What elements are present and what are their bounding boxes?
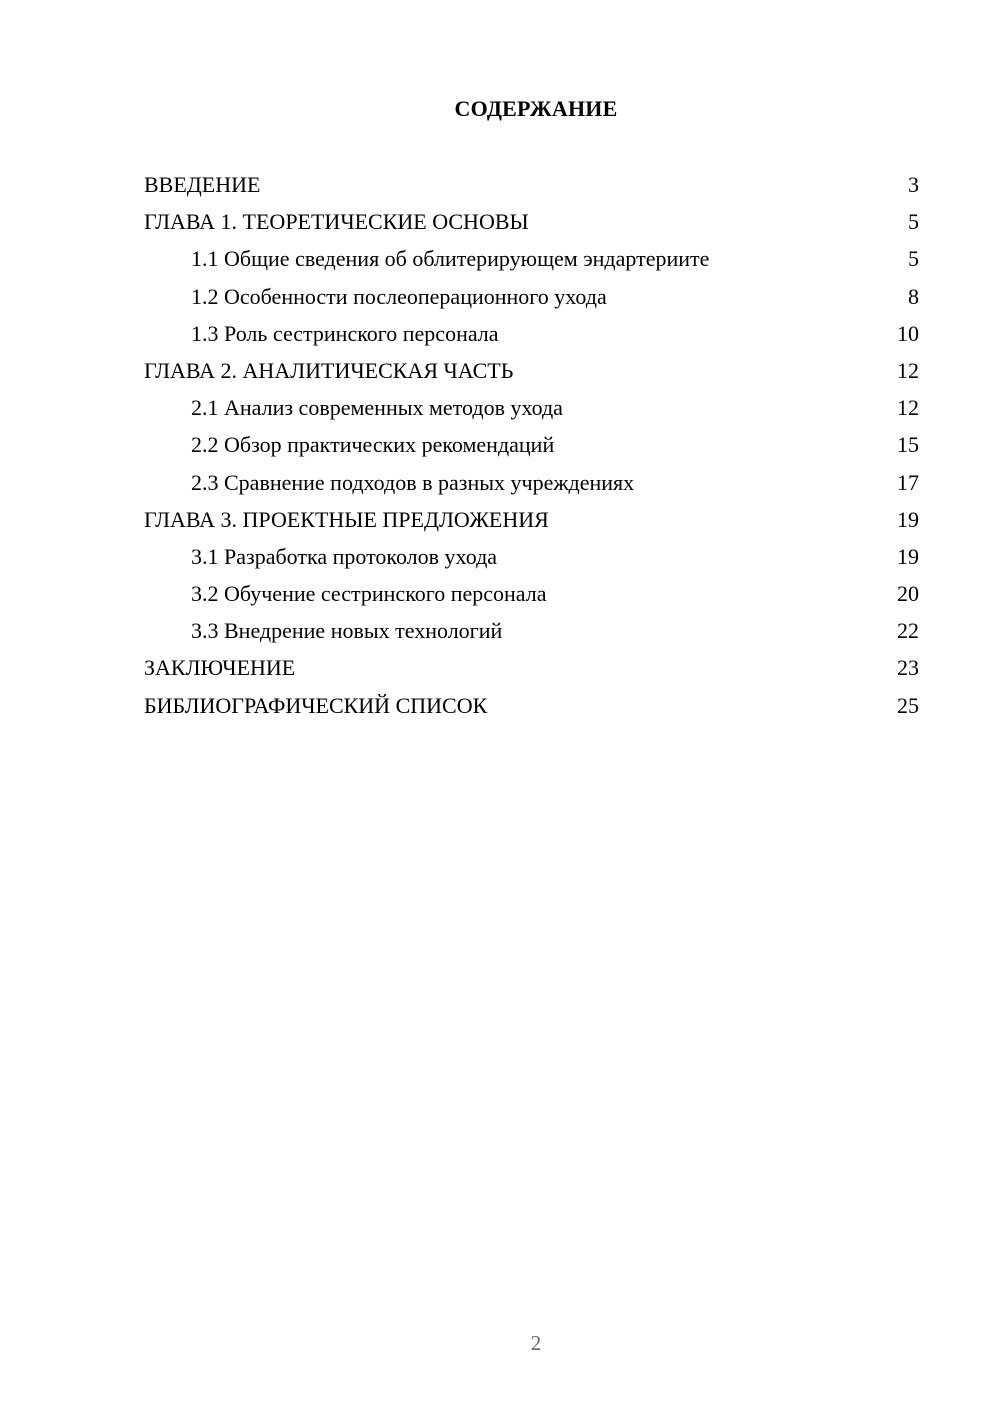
toc-entry-page: 5	[908, 209, 919, 235]
toc-entry-section-2-2[interactable]	[144, 426, 919, 463]
toc-entry-label: ГЛАВА 3. ПРОЕКТНЫЕ ПРЕДЛОЖЕНИЯ	[144, 506, 549, 532]
toc-entry-label: 3.2 Обучение сестринского персонала	[191, 581, 547, 607]
toc-entry-label: 1.3 Роль сестринского персонала	[191, 320, 499, 346]
toc-entry-section-3-1[interactable]	[144, 538, 919, 575]
toc-entry-page: 17	[897, 469, 919, 495]
toc-entry-section-1-2[interactable]	[144, 278, 919, 315]
toc-entry-page: 25	[897, 692, 919, 718]
toc-entry-page: 5	[908, 246, 919, 272]
toc-entry-bibliography[interactable]	[144, 687, 919, 724]
toc-entry-label: 2.1 Анализ современных методов ухода	[191, 395, 563, 421]
toc-entry-section-1-3[interactable]	[144, 315, 919, 352]
toc-entry-page: 15	[897, 432, 919, 458]
toc-entry-page: 3	[908, 172, 919, 197]
toc-entry-label: 1.2 Особенности послеоперационного ухода	[191, 283, 607, 309]
toc-entry-section-2-1[interactable]	[144, 389, 919, 426]
toc-entry-label: БИБЛИОГРАФИЧЕСКИЙ СПИСОК	[144, 692, 488, 718]
toc-entry-chapter-1[interactable]	[144, 203, 919, 240]
toc-entry-page: 12	[897, 395, 919, 421]
toc-entry-label: ГЛАВА 2. АНАЛИТИЧЕСКАЯ ЧАСТЬ	[144, 357, 514, 383]
toc-entry-page: 23	[897, 655, 919, 681]
toc-entry-section-2-3[interactable]	[144, 464, 919, 501]
toc-entry-page: 20	[897, 581, 919, 607]
toc-entry-page: 8	[908, 283, 919, 309]
toc-entry-label: ЗАКЛЮЧЕНИЕ	[144, 655, 296, 681]
toc-entry-label: 2.2 Обзор практических рекомендаций	[191, 432, 555, 458]
toc-entry-label: 3.3 Внедрение новых технологий	[191, 618, 503, 644]
toc-entry-conclusion[interactable]	[144, 649, 919, 686]
toc-entry-label: 1.1 Общие сведения об облитерирующем эндартериите	[191, 246, 710, 272]
toc-entry-page: 22	[897, 618, 919, 644]
toc-title: СОДЕРЖАНИЕ	[454, 96, 618, 121]
toc-entry-chapter-2[interactable]	[144, 352, 919, 389]
table-of-contents	[144, 166, 919, 724]
toc-entry-section-3-3[interactable]	[144, 612, 919, 649]
toc-entry-label: ВВЕДЕНИЕ	[144, 172, 261, 197]
toc-entry-chapter-3[interactable]	[144, 501, 919, 538]
page-number: 2	[530, 1331, 542, 1355]
toc-entry-page: 19	[897, 506, 919, 532]
toc-entry-label: ГЛАВА 1. ТЕОРЕТИЧЕСКИЕ ОСНОВЫ	[144, 209, 529, 235]
toc-entry-label: 3.1 Разработка протоколов ухода	[191, 543, 498, 569]
toc-entry-introduction[interactable]	[144, 166, 919, 203]
toc-entry-section-3-2[interactable]	[144, 575, 919, 612]
toc-entry-label: 2.3 Сравнение подходов в разных учреждениях	[191, 469, 635, 495]
toc-entry-page: 12	[897, 357, 919, 383]
toc-entry-page: 19	[897, 543, 919, 569]
toc-entry-section-1-1[interactable]	[144, 240, 919, 277]
toc-entry-page: 10	[897, 320, 919, 346]
